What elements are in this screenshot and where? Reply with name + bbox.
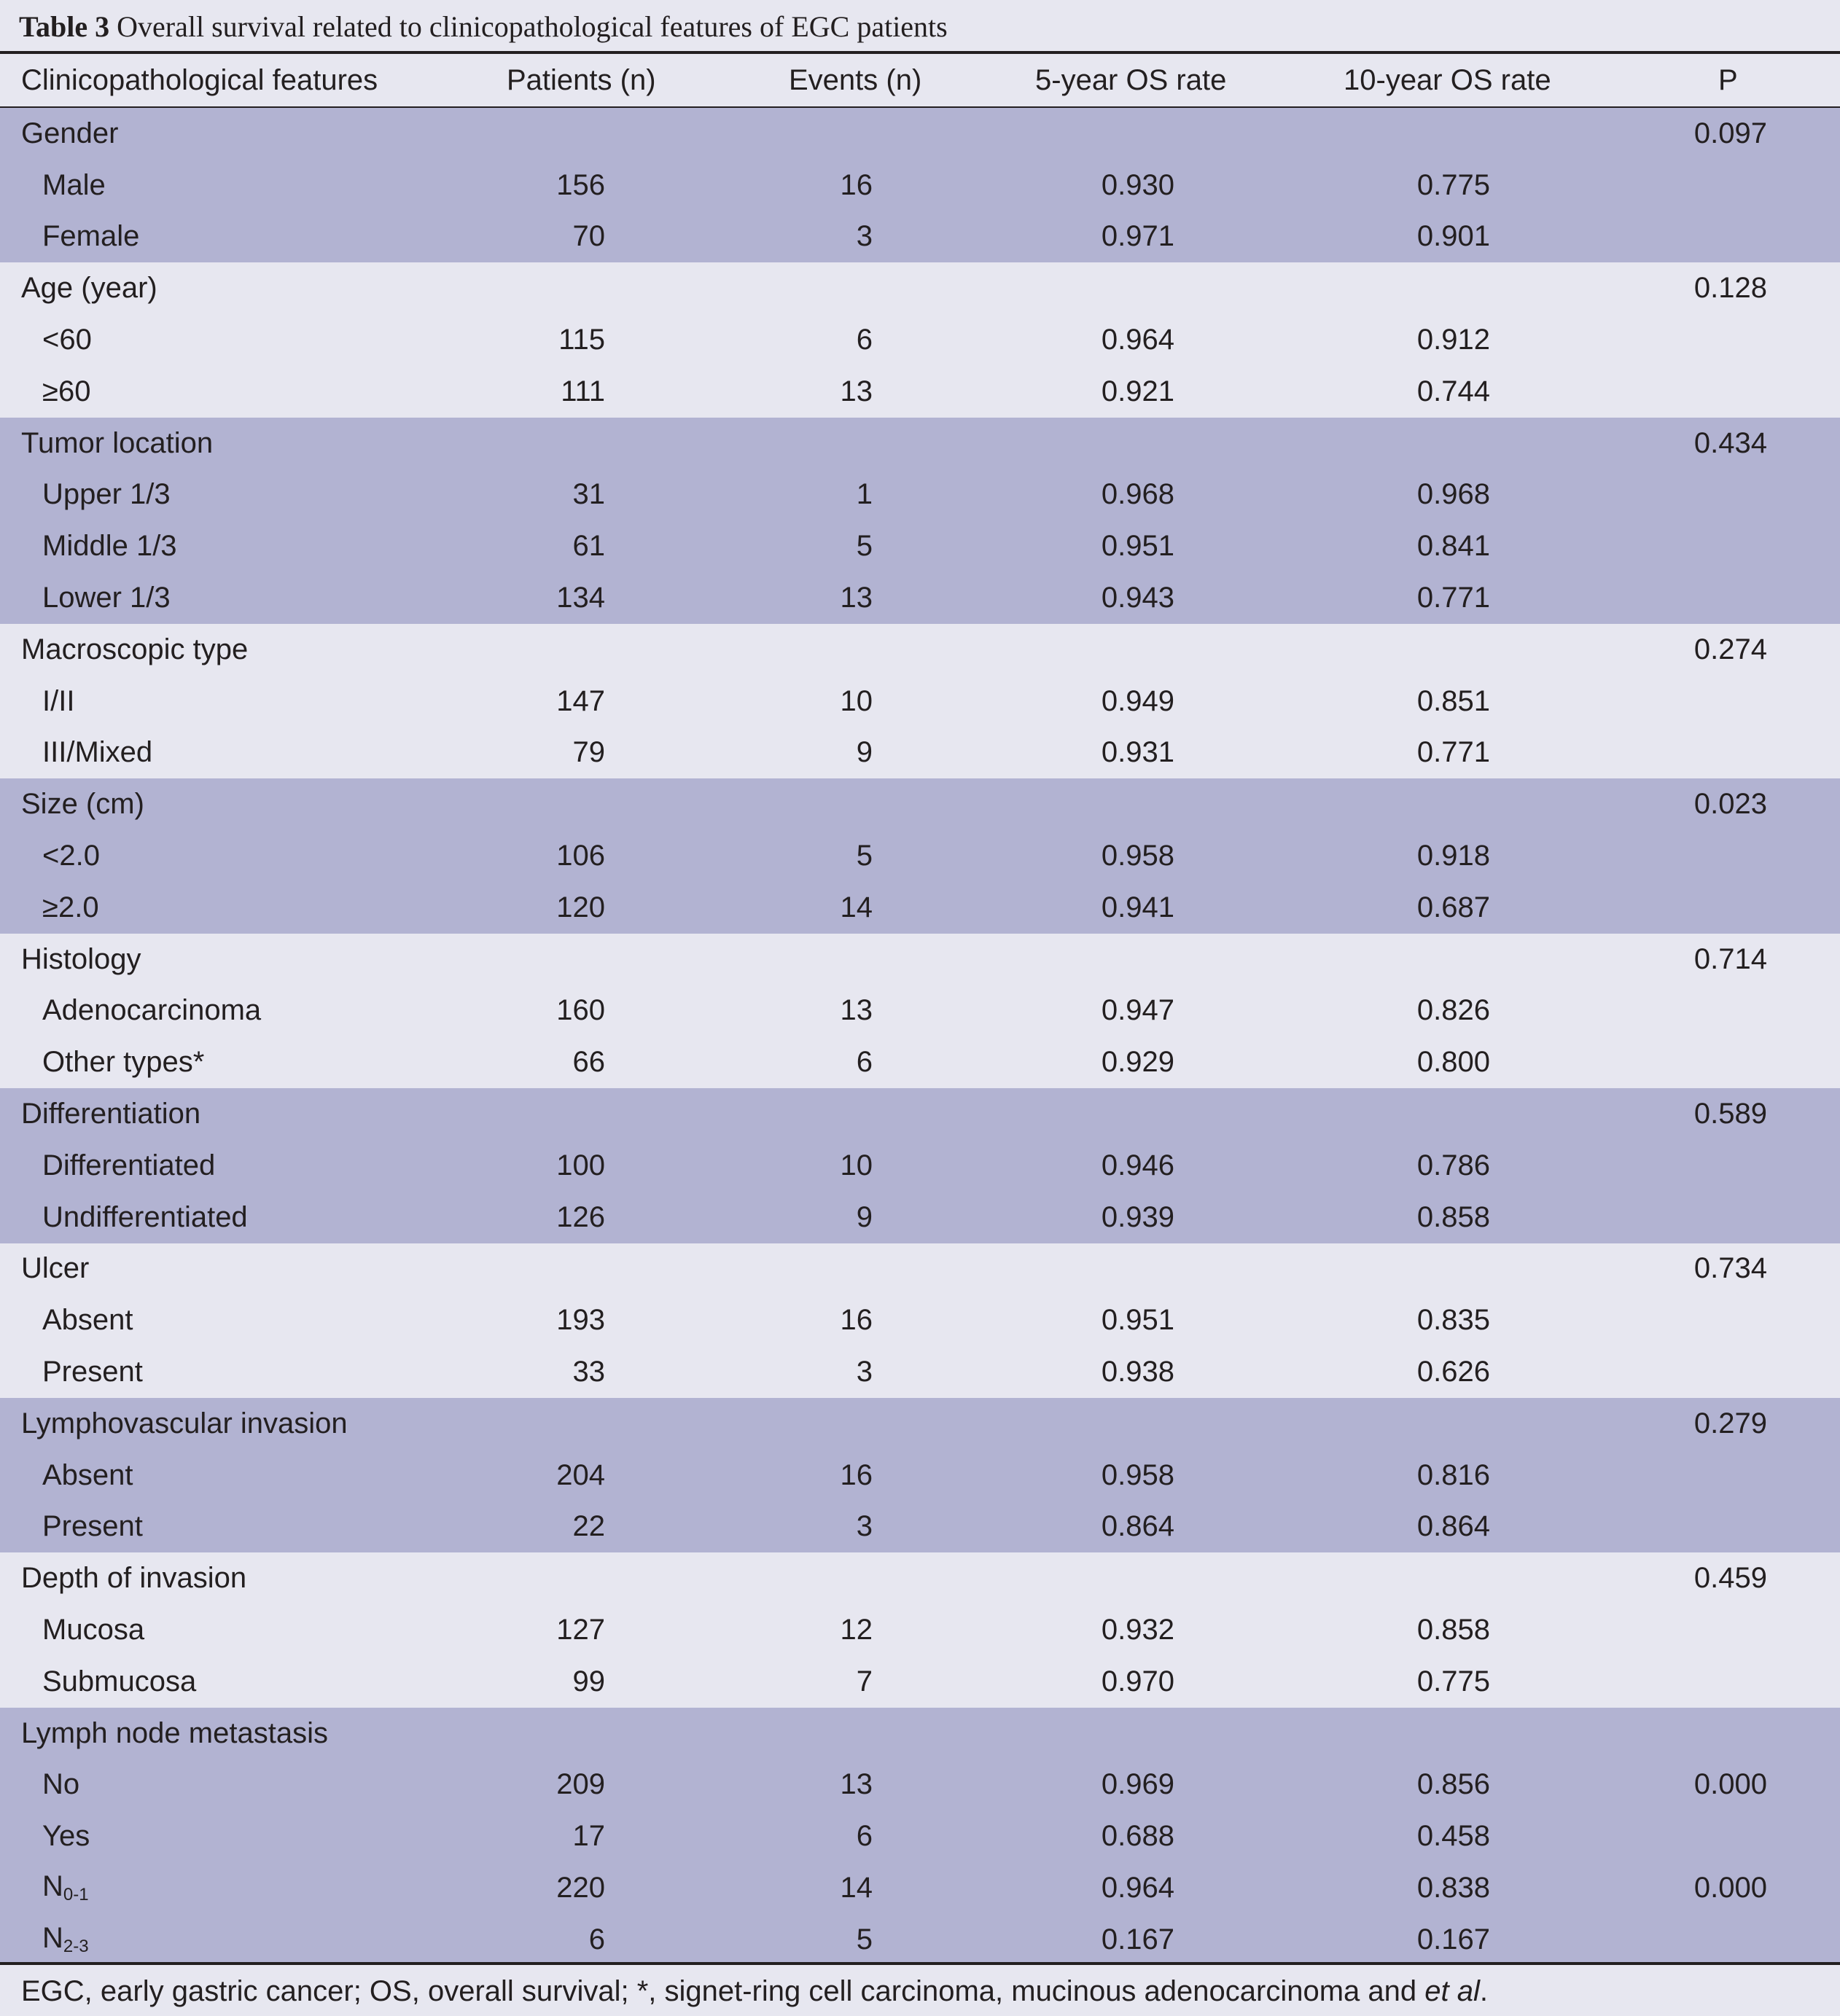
cell-os5: 0.964: [1101, 1871, 1174, 1904]
cell-patients: 100: [556, 1149, 605, 1181]
cell-os10: 0.786: [1416, 1149, 1490, 1181]
table-row: [0, 520, 1840, 572]
cell-p-value: 0.097: [1693, 117, 1767, 149]
row-label-text: ≥60: [42, 375, 91, 407]
cell-os10: 0.918: [1416, 840, 1490, 872]
cell-os10: 0.687: [1416, 891, 1490, 923]
cell-patients: 111: [561, 375, 605, 407]
cell-os10: 0.626: [1416, 1356, 1490, 1388]
row-label-text: III/Mixed: [42, 736, 153, 769]
cell-events: 5: [856, 1923, 873, 1956]
group-title: Ulcer: [21, 1252, 90, 1285]
table-row: [0, 572, 1840, 624]
cell-events: 13: [840, 1768, 873, 1801]
cell-os5: 0.921: [1101, 375, 1174, 407]
row-label-text: Adenocarcinoma: [42, 994, 262, 1027]
cell-events: 16: [840, 1304, 873, 1337]
cell-os10: 0.744: [1416, 375, 1490, 407]
cell-patients: 22: [572, 1510, 605, 1543]
table-row: [0, 314, 1840, 366]
cell-os10: 0.771: [1416, 736, 1490, 769]
table-row: [0, 1450, 1840, 1501]
row-label-text: I/II: [42, 684, 75, 717]
cell-patients: 134: [556, 582, 605, 614]
cell-patients: 126: [556, 1200, 605, 1233]
table-row-group-title: [0, 1088, 1840, 1140]
cell-os5: 0.958: [1101, 840, 1174, 872]
cell-os10: 0.856: [1416, 1768, 1490, 1801]
row-label: [0, 1046, 467, 1079]
table-group: [0, 934, 1840, 1088]
footnote-text: EGC, early gastric cancer; OS, overall survival; *, signet-ring cell carcinoma, mucinous adenocarcinoma and: [21, 1975, 1425, 2007]
cell-os5: 0.964: [1101, 324, 1174, 356]
row-label-text: N: [42, 1870, 63, 1903]
group-title: Depth of invasion: [21, 1562, 247, 1595]
footnote-end: .: [1479, 1975, 1488, 2007]
cell-p-value: 0.714: [1693, 942, 1767, 975]
cell-os5: 0.947: [1101, 994, 1174, 1027]
cell-p-value: 0.128: [1693, 272, 1767, 305]
row-label: [0, 994, 467, 1027]
cell-events: 9: [856, 1200, 873, 1233]
row-label: [0, 169, 467, 202]
cell-os5: 0.932: [1101, 1614, 1174, 1646]
cell-os10: 0.968: [1416, 478, 1490, 511]
row-label-text: Differentiated: [42, 1149, 216, 1181]
cell-events: 13: [840, 375, 873, 407]
row-label: [0, 530, 467, 563]
table-row: [0, 160, 1840, 211]
cell-p-value: 0.023: [1693, 788, 1767, 821]
header-5yr-os: 5-year OS rate: [1035, 63, 1227, 96]
row-label-text: N: [42, 1922, 63, 1955]
table-row-group-title: [0, 418, 1840, 469]
table-group: [0, 418, 1840, 624]
table-group: [0, 778, 1840, 933]
cell-patients: 193: [556, 1304, 605, 1337]
table-row: [0, 1759, 1840, 1811]
table-row: [0, 1810, 1840, 1862]
row-label: [0, 1768, 467, 1801]
row-label-text: Male: [42, 168, 106, 201]
row-label: [0, 1820, 467, 1853]
cell-os5: 0.970: [1101, 1665, 1174, 1697]
cell-events: 12: [840, 1614, 873, 1646]
cell-events: 13: [840, 582, 873, 614]
cell-patients: 106: [556, 840, 605, 872]
cell-os5: 0.971: [1101, 220, 1174, 253]
cell-events: 7: [856, 1665, 873, 1697]
table-row: [0, 1192, 1840, 1243]
cell-os10: 0.775: [1416, 168, 1490, 201]
cell-events: 6: [856, 1820, 873, 1853]
table-group: [0, 1552, 1840, 1707]
cell-os5: 0.688: [1101, 1820, 1174, 1853]
table-row: [0, 1346, 1840, 1398]
cell-patients: 33: [572, 1356, 605, 1388]
table-caption: [0, 0, 1840, 51]
cell-os10: 0.838: [1416, 1871, 1490, 1904]
cell-events: 10: [840, 684, 873, 717]
table-caption-label: Table 3: [19, 10, 110, 43]
table-row: [0, 1140, 1840, 1192]
cell-os10: 0.771: [1416, 582, 1490, 614]
group-title: Lymph node metastasis: [21, 1716, 328, 1749]
cell-events: 3: [856, 220, 873, 253]
group-title: Lymphovascular invasion: [21, 1407, 348, 1439]
group-title: Differentiation: [21, 1098, 201, 1130]
cell-patients: 99: [572, 1665, 605, 1697]
group-title: Age (year): [21, 272, 157, 305]
cell-os10: 0.901: [1416, 220, 1490, 253]
table-row: [0, 211, 1840, 263]
cell-p-value: 0.459: [1693, 1562, 1767, 1595]
cell-events: 9: [856, 736, 873, 769]
table-group: [0, 1243, 1840, 1398]
row-label-text: Female: [42, 220, 140, 253]
cell-patients: 70: [572, 220, 605, 253]
cell-os10: 0.816: [1416, 1458, 1490, 1491]
cell-os10: 0.167: [1416, 1923, 1490, 1956]
table-row: [0, 1604, 1840, 1656]
row-label: [0, 324, 467, 356]
cell-patients: 17: [572, 1820, 605, 1853]
cell-os10: 0.912: [1416, 324, 1490, 356]
table-row: [0, 1294, 1840, 1346]
row-label: [0, 1304, 467, 1337]
row-label-text: Present: [42, 1356, 143, 1388]
cell-patients: 6: [588, 1923, 605, 1956]
table-row: [0, 1501, 1840, 1553]
cell-patients: 147: [556, 684, 605, 717]
table-group: [0, 1708, 1840, 1966]
cell-events: 13: [840, 994, 873, 1027]
cell-os10: 0.864: [1416, 1510, 1490, 1543]
cell-patients: 120: [556, 891, 605, 923]
cell-os5: 0.167: [1101, 1923, 1174, 1956]
cell-os5: 0.958: [1101, 1458, 1174, 1491]
header-10yr-os: 10-year OS rate: [1344, 63, 1551, 96]
cell-patients: 209: [556, 1768, 605, 1801]
cell-os5: 0.929: [1101, 1046, 1174, 1079]
cell-events: 6: [856, 324, 873, 356]
row-label: [0, 220, 467, 253]
row-label: [0, 582, 467, 614]
table-row: [0, 830, 1840, 882]
cell-p-value: 0.000: [1693, 1768, 1767, 1801]
table-row-group-title: [0, 108, 1840, 160]
row-label-text: Other types*: [42, 1046, 205, 1079]
header-patients: Patients (n): [507, 63, 656, 96]
row-label: [0, 1870, 467, 1905]
row-label: [0, 891, 467, 924]
table-footer: [0, 1962, 1840, 2016]
row-label: [0, 1459, 467, 1492]
row-label-subscript: 2-3: [63, 1937, 89, 1957]
cell-events: 6: [856, 1046, 873, 1079]
cell-events: 5: [856, 840, 873, 872]
table-row: [0, 366, 1840, 418]
cell-patients: 66: [572, 1046, 605, 1079]
row-label-text: Present: [42, 1510, 143, 1543]
cell-patients: 79: [572, 736, 605, 769]
table-caption-text: Overall survival related to clinicopathological features of EGC patients: [109, 10, 948, 43]
row-label-subscript: 0-1: [63, 1885, 89, 1905]
cell-events: 14: [840, 1871, 873, 1904]
cell-os5: 0.949: [1101, 684, 1174, 717]
table-row-group-title: [0, 934, 1840, 985]
cell-patients: 31: [572, 478, 605, 511]
row-label-text: Yes: [42, 1820, 90, 1853]
table-row: [0, 1036, 1840, 1088]
footnote: [0, 1965, 1840, 2008]
cell-events: 16: [840, 1458, 873, 1491]
cell-os10: 0.841: [1416, 530, 1490, 563]
row-label: [0, 1665, 467, 1698]
cell-os5: 0.951: [1101, 1304, 1174, 1337]
cell-events: 3: [856, 1356, 873, 1388]
cell-os5: 0.951: [1101, 530, 1174, 563]
cell-patients: 115: [558, 324, 605, 356]
row-label-text: Lower 1/3: [42, 582, 171, 614]
row-label-text: Undifferentiated: [42, 1200, 248, 1233]
cell-patients: 204: [556, 1458, 605, 1491]
row-label-text: Absent: [42, 1458, 133, 1491]
row-label: [0, 1149, 467, 1182]
row-label-text: Middle 1/3: [42, 530, 177, 563]
cell-patients: 220: [556, 1871, 605, 1904]
table-row-group-title: [0, 1552, 1840, 1604]
table-row-group-title: [0, 778, 1840, 830]
cell-events: 10: [840, 1149, 873, 1181]
row-label: [0, 1614, 467, 1646]
cell-os10: 0.826: [1416, 994, 1490, 1027]
group-title: Size (cm): [21, 788, 144, 821]
table-body: [0, 108, 1840, 1966]
cell-os5: 0.946: [1101, 1149, 1174, 1181]
header-p: P: [1718, 63, 1738, 96]
header-events: Events (n): [789, 63, 922, 96]
row-label-text: Upper 1/3: [42, 478, 171, 511]
table-row: [0, 469, 1840, 521]
cell-patients: 127: [556, 1614, 605, 1646]
cell-os5: 0.938: [1101, 1356, 1174, 1388]
cell-p-value: 0.000: [1693, 1871, 1767, 1904]
group-title: Gender: [21, 117, 119, 149]
cell-os5: 0.931: [1101, 736, 1174, 769]
row-label-text: Absent: [42, 1304, 133, 1337]
table-group: [0, 624, 1840, 778]
cell-p-value: 0.589: [1693, 1098, 1767, 1130]
row-label: [0, 1201, 467, 1234]
table-row: [0, 985, 1840, 1037]
cell-os10: 0.858: [1416, 1200, 1490, 1233]
row-label: [0, 1356, 467, 1388]
cell-os10: 0.775: [1416, 1665, 1490, 1697]
row-label-text: <2.0: [42, 840, 100, 872]
cell-p-value: 0.279: [1693, 1407, 1767, 1439]
cell-events: 14: [840, 891, 873, 923]
cell-p-value: 0.274: [1693, 633, 1767, 665]
table-group: [0, 108, 1840, 262]
cell-os10: 0.458: [1416, 1820, 1490, 1853]
cell-events: 5: [856, 530, 873, 563]
group-title: Histology: [21, 942, 141, 975]
cell-p-value: 0.734: [1693, 1252, 1767, 1285]
table-row-group-title: [0, 1243, 1840, 1295]
table-header: [0, 54, 1840, 106]
cell-os10: 0.835: [1416, 1304, 1490, 1337]
cell-os10: 0.851: [1416, 684, 1490, 717]
table-row: [0, 727, 1840, 779]
cell-events: 1: [856, 478, 873, 511]
table-group: [0, 1088, 1840, 1243]
group-title: Tumor location: [21, 426, 214, 459]
group-title: Macroscopic type: [21, 633, 249, 665]
header-feature: Clinicopathological features: [21, 63, 378, 96]
row-label: [0, 840, 467, 872]
cell-os5: 0.969: [1101, 1768, 1174, 1801]
table-row: [0, 882, 1840, 934]
footnote-italic: et al: [1424, 1975, 1480, 2007]
table-row-group-title: [0, 262, 1840, 314]
table-row: [0, 676, 1840, 727]
cell-os5: 0.930: [1101, 168, 1174, 201]
row-label-text: No: [42, 1768, 80, 1801]
row-label-text: ≥2.0: [42, 891, 99, 923]
table-row: [0, 1656, 1840, 1708]
cell-p-value: 0.434: [1693, 426, 1767, 459]
cell-events: 3: [856, 1510, 873, 1543]
table-row: [0, 1862, 1840, 1914]
cell-os5: 0.864: [1101, 1510, 1174, 1543]
cell-os5: 0.943: [1101, 582, 1174, 614]
cell-patients: 156: [556, 168, 605, 201]
row-label: [0, 478, 467, 511]
row-label-text: Mucosa: [42, 1614, 145, 1646]
table-group: [0, 262, 1840, 417]
table-row-group-title: [0, 1708, 1840, 1759]
row-label: [0, 1510, 467, 1543]
row-label: [0, 1922, 467, 1957]
row-label-text: Submucosa: [42, 1665, 197, 1697]
cell-patients: 61: [572, 530, 605, 563]
table-group: [0, 1398, 1840, 1552]
table-row-group-title: [0, 624, 1840, 676]
cell-os10: 0.858: [1416, 1614, 1490, 1646]
cell-os5: 0.968: [1101, 478, 1174, 511]
row-label: [0, 685, 467, 718]
cell-os10: 0.800: [1416, 1046, 1490, 1079]
cell-patients: 160: [556, 994, 605, 1027]
cell-events: 16: [840, 168, 873, 201]
table-row: [0, 1914, 1840, 1966]
cell-os5: 0.939: [1101, 1200, 1174, 1233]
row-label: [0, 736, 467, 769]
cell-os5: 0.941: [1101, 891, 1174, 923]
row-label-text: <60: [42, 324, 92, 356]
table-row-group-title: [0, 1398, 1840, 1450]
row-label: [0, 375, 467, 408]
